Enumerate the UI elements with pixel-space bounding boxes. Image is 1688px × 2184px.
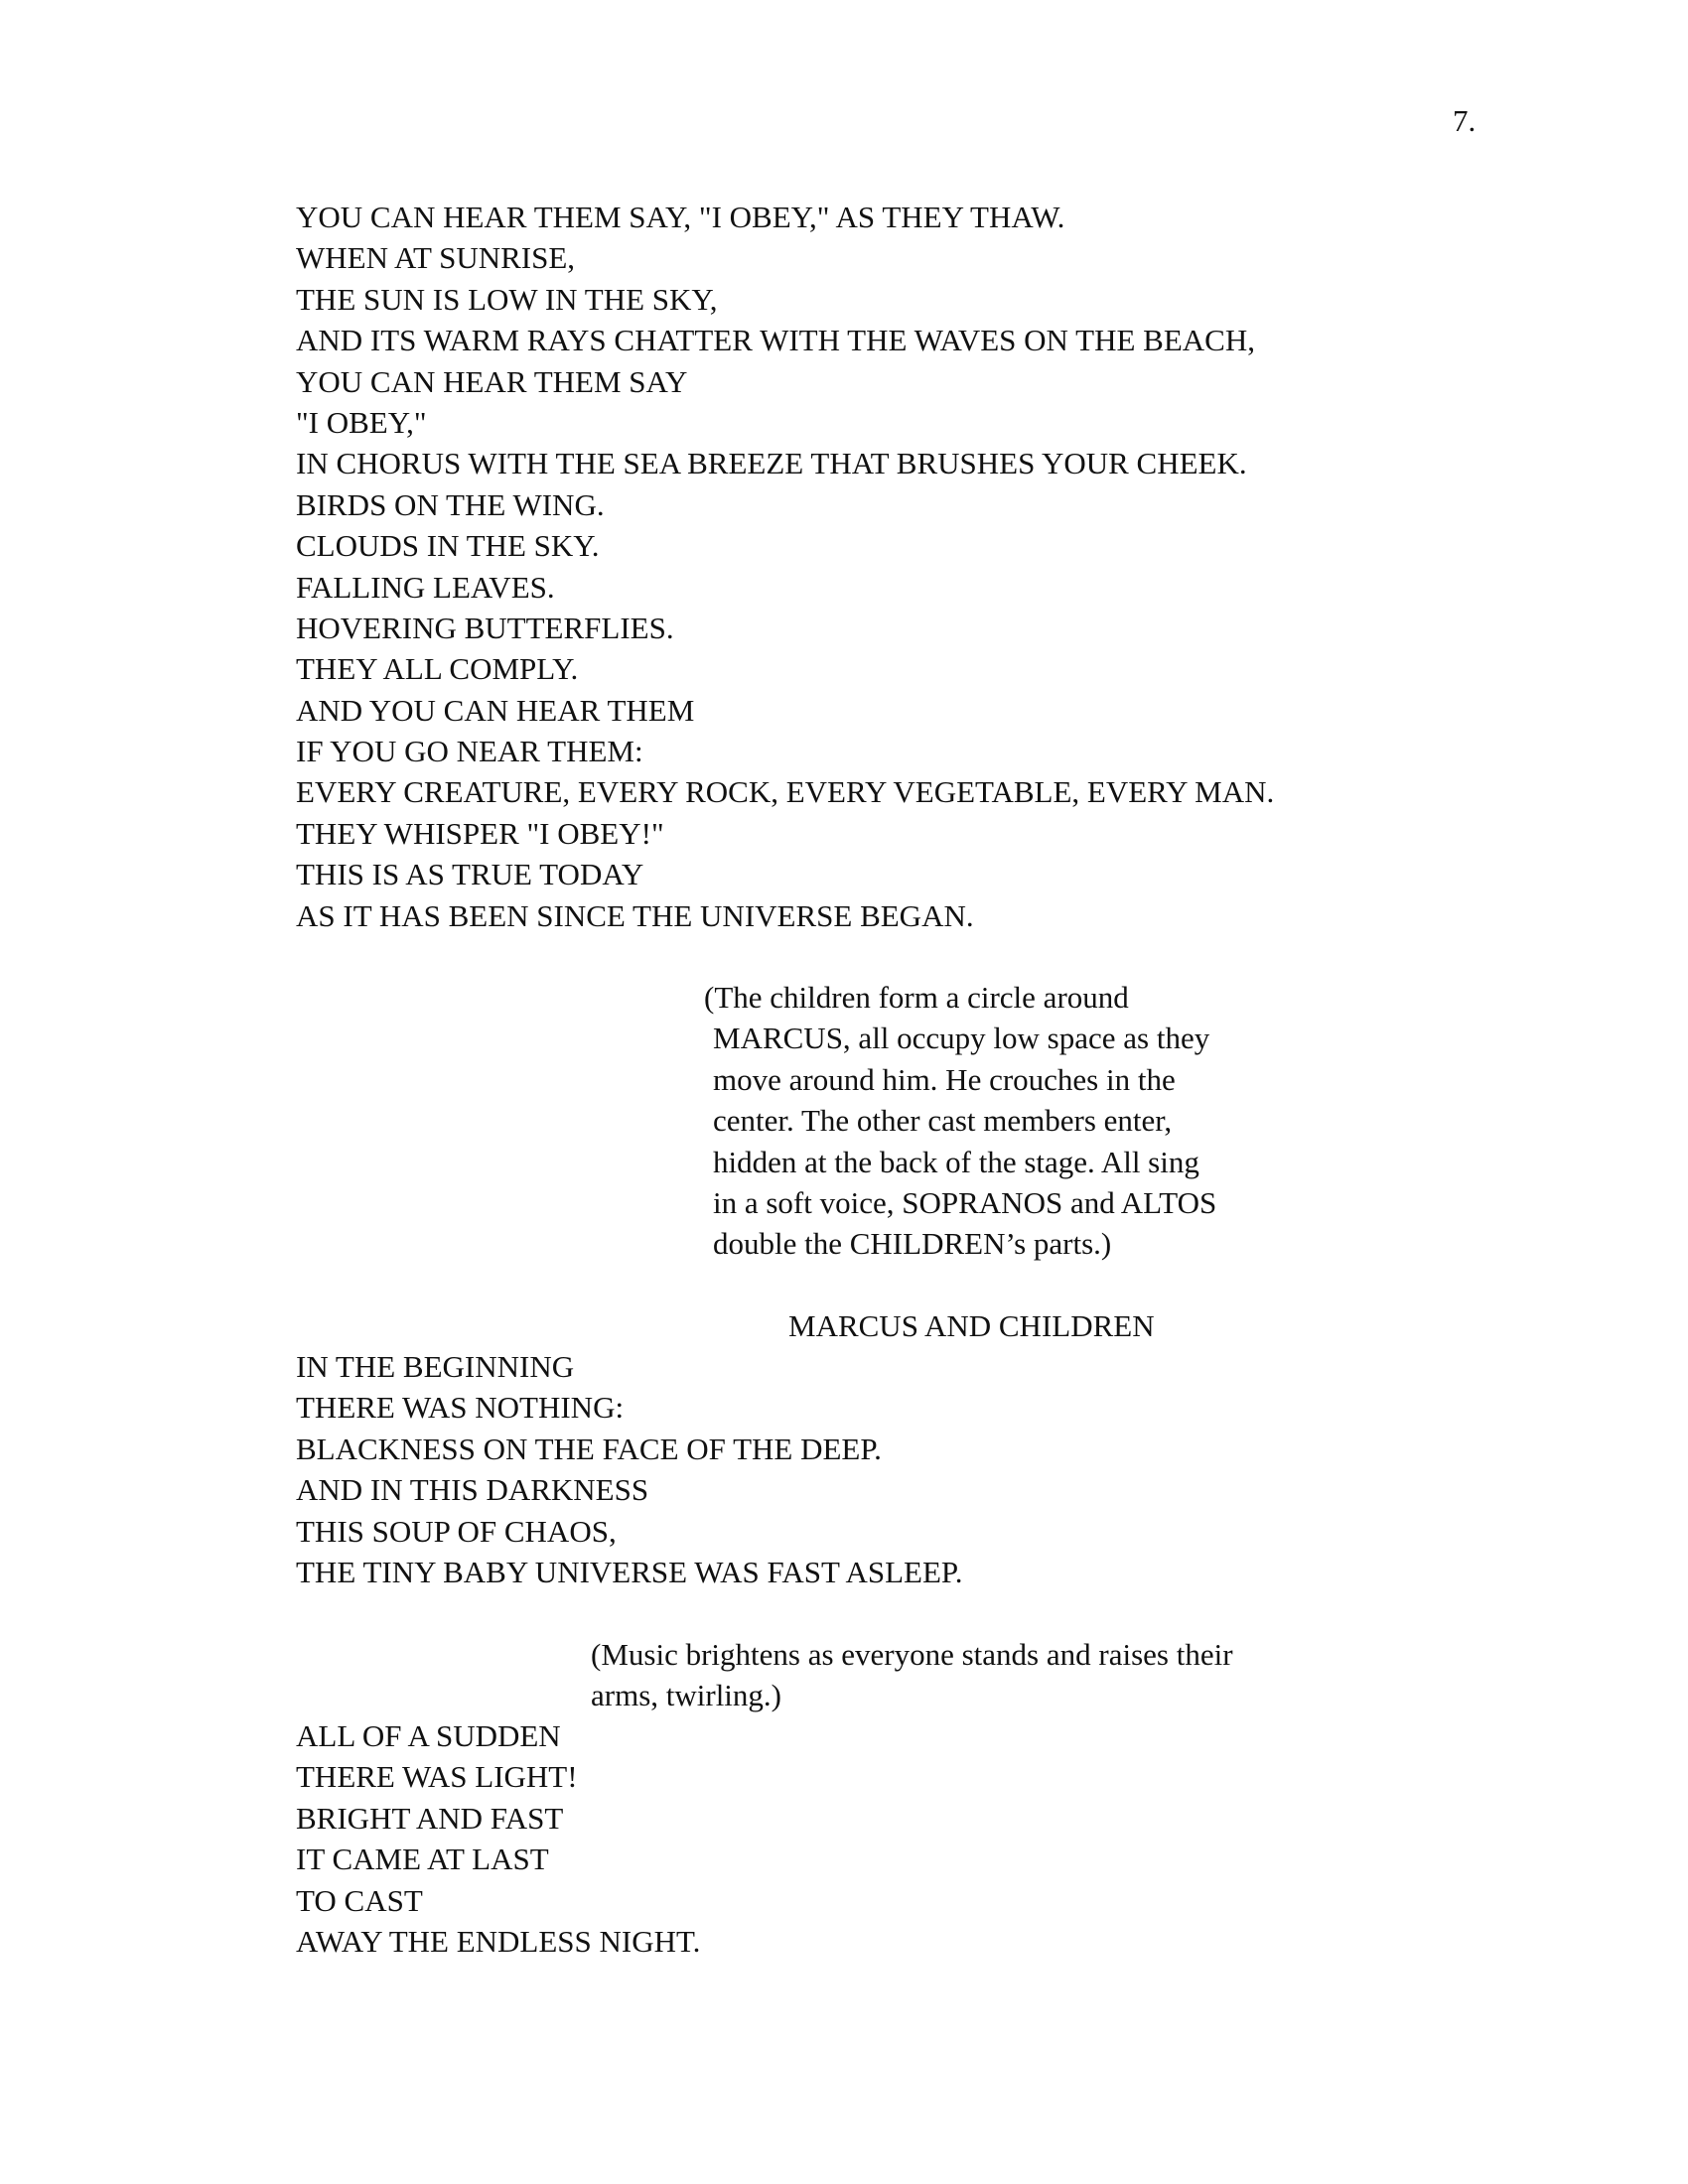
- lyric-line: TO CAST: [296, 1882, 423, 1918]
- stage-direction-line: (Music brightens as everyone stands and raises their: [591, 1637, 1233, 1672]
- stage-direction-line: in a soft voice, SOPRANOS and ALTOS: [713, 1185, 1217, 1221]
- lyric-line: BIRDS ON THE WING.: [296, 486, 605, 522]
- lyric-line: AND IN THIS DARKNESS: [296, 1472, 649, 1508]
- lyric-line: IT CAME AT LAST: [296, 1842, 549, 1877]
- lyric-line: AND ITS WARM RAYS CHATTER WITH THE WAVES ON THE BEACH,: [296, 323, 1255, 358]
- stage-direction-line: hidden at the back of the stage. All sing: [713, 1144, 1199, 1179]
- lyric-line: THERE WAS NOTHING:: [296, 1390, 625, 1426]
- lyric-line: THE SUN IS LOW IN THE SKY,: [296, 281, 718, 317]
- lyric-line: YOU CAN HEAR THEM SAY, "I OBEY," AS THEY THAW.: [296, 200, 1065, 234]
- lyric-line: IF YOU GO NEAR THEM:: [296, 734, 643, 769]
- lyric-line: WHEN AT SUNRISE,: [296, 240, 576, 276]
- lyric-line: ALL OF A SUDDEN: [296, 1718, 561, 1753]
- stage-direction-line: (The children form a circle around: [704, 980, 1129, 1015]
- lyric-line: THE TINY BABY UNIVERSE WAS FAST ASLEEP.: [296, 1554, 963, 1589]
- stage-direction: [704, 977, 1300, 1265]
- stage-direction-line: MARCUS, all occupy low space as they: [713, 1021, 1210, 1056]
- lyric-line: BLACKNESS ON THE FACE OF THE DEEP.: [296, 1431, 882, 1466]
- lyric-line: BRIGHT AND FAST: [296, 1800, 564, 1836]
- page-number: 7.: [1453, 103, 1477, 138]
- lyric-line: FALLING LEAVES.: [296, 569, 555, 605]
- stage-direction-line: double the CHILDREN’s parts.): [713, 1226, 1112, 1262]
- lyric-line: THEY ALL COMPLY.: [296, 651, 579, 687]
- lyric-line: CLOUDS IN THE SKY.: [296, 528, 600, 564]
- stage-direction-line: center. The other cast members enter,: [713, 1103, 1173, 1139]
- lyrics-block: [296, 197, 1274, 936]
- lyric-line: IN THE BEGINNING: [296, 1349, 575, 1384]
- lyric-line: THEY WHISPER "I OBEY!": [296, 815, 664, 851]
- lyric-line: "I OBEY,": [296, 404, 427, 440]
- lyrics-block: [296, 1715, 700, 1962]
- stage-direction: [591, 1634, 1385, 1716]
- lyric-line: AND YOU CAN HEAR THEM: [296, 692, 695, 728]
- character-cue: MARCUS AND CHILDREN: [788, 1308, 1155, 1343]
- lyric-line: YOU CAN HEAR THEM SAY: [296, 363, 688, 399]
- lyric-line: EVERY CREATURE, EVERY ROCK, EVERY VEGETABLE, EVERY MAN.: [296, 774, 1275, 810]
- lyric-line: THIS SOUP OF CHAOS,: [296, 1513, 617, 1549]
- stage-direction-line: arms, twirling.): [591, 1678, 781, 1713]
- lyric-line: AS IT HAS BEEN SINCE THE UNIVERSE BEGAN.: [296, 897, 974, 933]
- lyric-line: AWAY THE ENDLESS NIGHT.: [296, 1923, 701, 1959]
- lyric-line: THERE WAS LIGHT!: [296, 1759, 578, 1795]
- stage-direction-line: move around him. He crouches in the: [713, 1061, 1176, 1097]
- lyrics-block: [296, 1346, 962, 1592]
- lyric-line: THIS IS AS TRUE TODAY: [296, 857, 644, 892]
- lyric-line: HOVERING BUTTERFLIES.: [296, 610, 674, 645]
- lyric-line: IN CHORUS WITH THE SEA BREEZE THAT BRUSHES YOUR CHEEK.: [296, 446, 1247, 481]
